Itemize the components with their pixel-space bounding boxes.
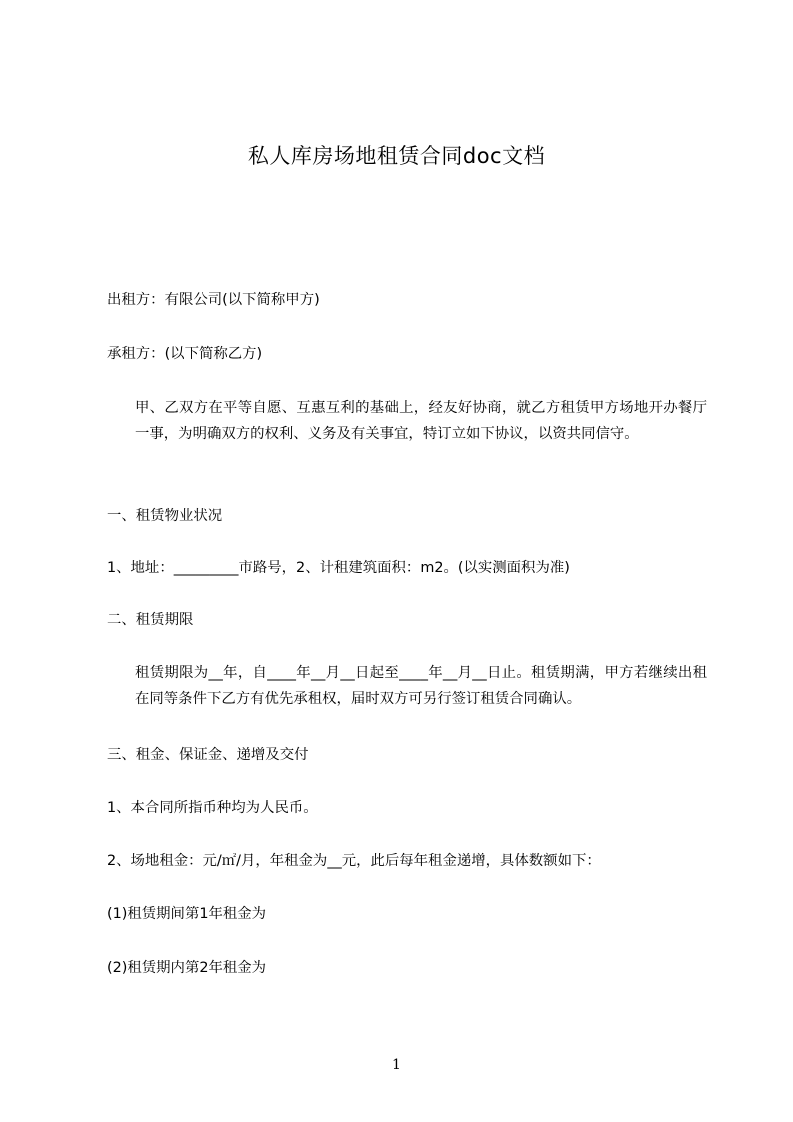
section-2-paragraph: 租赁期限为__年，自____年__月__日起至____年__月__日止。租赁期满，甲方若继续出租在同等条件下乙方有优先承租权，届时双方可另行签订租赁合同确认。 — [135, 665, 707, 707]
section-3-item-2: 2、场地租金：元/㎡/月，年租金为__元，此后每年租金递增，具体数额如下： — [107, 853, 601, 869]
document-title: 私人库房场地租赁合同doc文档 — [247, 144, 546, 168]
lessor-line: 出租方：有限公司(以下简称甲方) — [107, 292, 320, 308]
section-2-heading: 二、租赁期限 — [107, 612, 194, 628]
section-1-item-1: 1、地址：_________市路号，2、计租建筑面积：m2。(以实测面积为准) — [107, 560, 570, 576]
preamble-paragraph: 甲、乙双方在平等自愿、互惠互利的基础上，经友好协商，就乙方租赁甲方场地开办餐厅一事，为明确双方的权利、义务及有关事宜，特订立如下协议，以资共同信守。 — [135, 400, 707, 442]
section-3-subitem-1: (1)租赁期间第1年租金为 — [107, 906, 267, 922]
section-3-subitem-2: (2)租赁期内第2年租金为 — [107, 960, 267, 976]
section-1-heading: 一、租赁物业状况 — [107, 508, 223, 524]
page-number: 1 — [392, 1057, 401, 1073]
section-3-item-1: 1、本合同所指币种均为人民币。 — [107, 800, 318, 816]
lessee-line: 承租方：(以下简称乙方) — [107, 346, 263, 362]
section-3-heading: 三、租金、保证金、递增及交付 — [107, 747, 309, 763]
